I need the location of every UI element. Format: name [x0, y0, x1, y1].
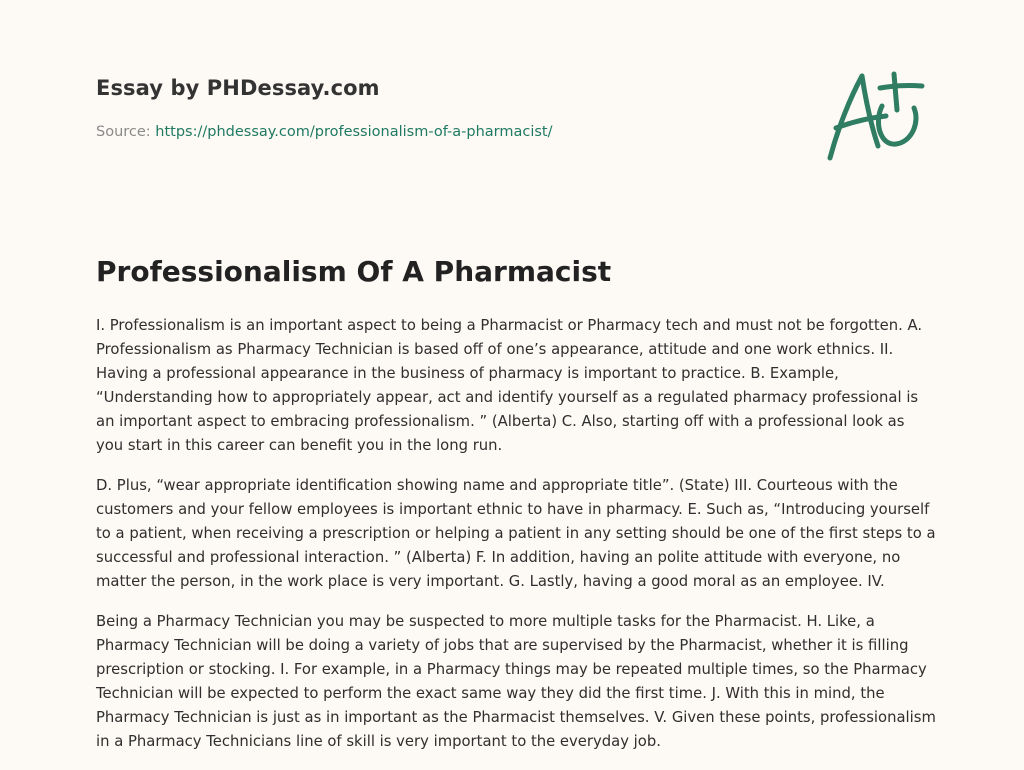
essay-paragraph: Being a Pharmacy Technician you may be suspected to more multiple tasks for the Pharmacist. H. Like, a Pharmacy Technician will be doing a variety of jobs that are supervised by the Pharmacist, whether it is filling prescription or stocking. I. For example, in a Pharmacy things may be repeated multiple times, so the Pharmacy Technician will be expected to perform the exact same way they did the first time. J. With this in mind, the Pharmacy Technician is just as in important as the Pharmacist themselves. V. Given these points, professionalism in a Pharmacy Technicians line of skill is very important to the everyday job. — [96, 613, 936, 750]
site-brand: Essay by PHDessay.com — [96, 76, 380, 100]
essay-paragraph: D. Plus, “wear appropriate identification showing name and appropriate title”. (State) III. Courteous with the customers and your fellow employees is important ethnic to have in pharmacy. E. Such as, “Introducing yourself to a patient, when receiving a prescription or helping a patient in any setting should be one of the first steps to a successful and professional interaction. ” (Alberta) F. In addition, having an polite attitude with everyone, no matter the person, in the work place is very important. G. Lastly, having a good moral as an employee. IV. — [96, 477, 936, 590]
a-plus-grade-icon — [820, 66, 930, 166]
essay-body — [96, 314, 936, 770]
source-label: Source: — [96, 124, 156, 140]
essay-title: Professionalism Of A Pharmacist — [96, 255, 612, 288]
source-line — [96, 124, 552, 140]
source-link[interactable]: https://phdessay.com/professionalism-of-a-pharmacist/ — [155, 124, 553, 140]
essay-paragraph: I. Professionalism is an important aspect to being a Pharmacist or Pharmacy tech and must not be forgotten. A. Professionalism as Pharmacy Technician is based off of one’s appearance, attitude and one work ethnics. II. Having a professional appearance in the business of pharmacy is important to practice. B. Example, “Understanding how to appropriately appear, act and identify yourself as a regulated pharmacy professional is an important aspect to embracing professionalism. ” (Alberta) C. Also, starting off with a professional look as you start in this career can benefit you in the long run. — [96, 317, 923, 454]
